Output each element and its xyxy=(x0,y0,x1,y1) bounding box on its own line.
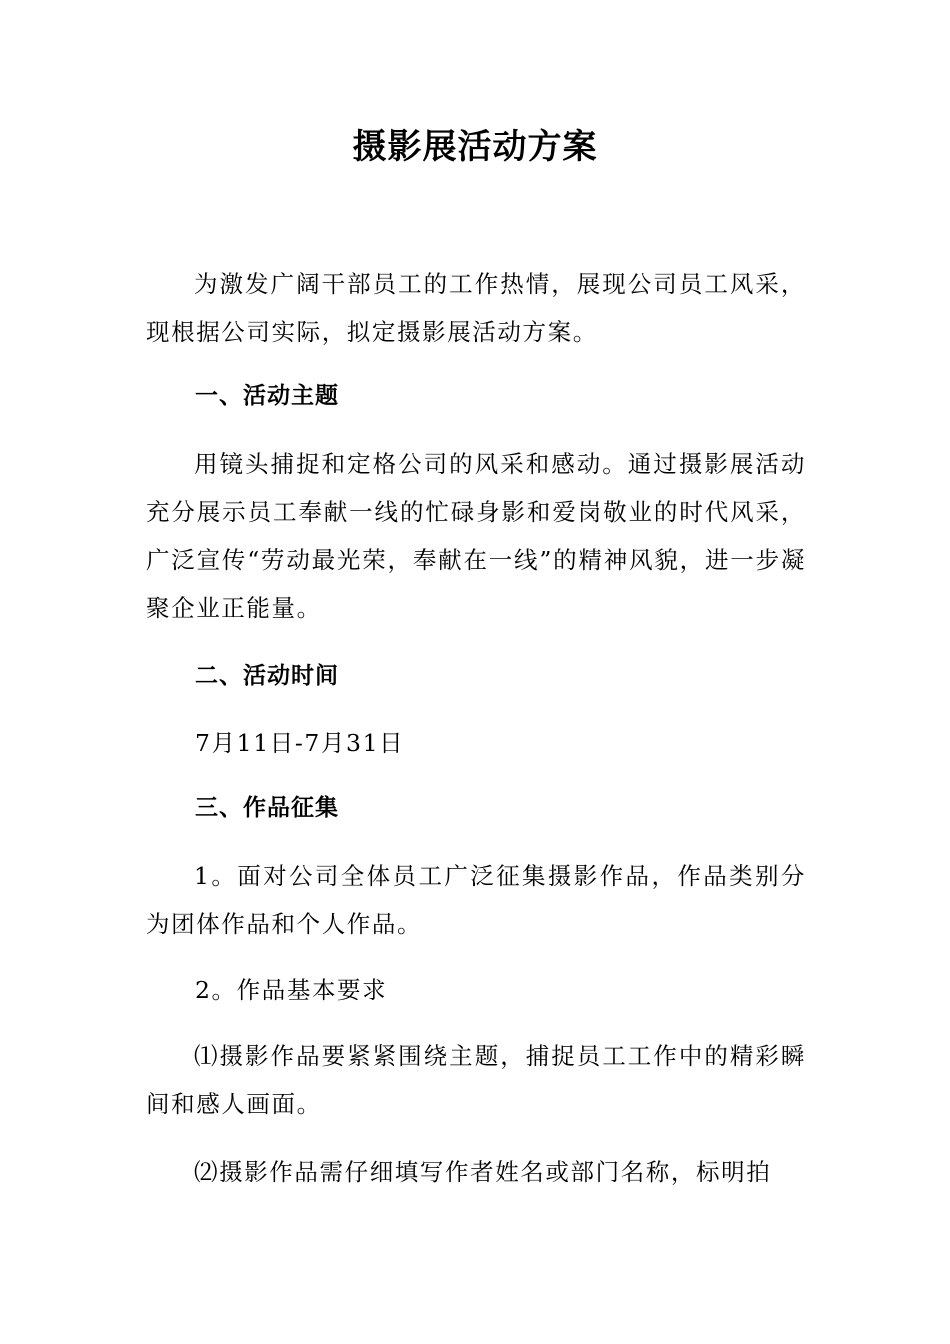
section-heading-theme: 一、活动主题 xyxy=(195,383,339,409)
document-title: 摄影展活动方案 xyxy=(352,127,598,167)
collection-item-1: 1。面对公司全体员工广泛征集摄影作品，作品类别分为团体作品和个人作品。 xyxy=(146,862,806,938)
requirement-item-1: ⑴摄影作品要紧紧围绕主题，捕捉员工工作中的精彩瞬间和感人画面。 xyxy=(146,1042,806,1118)
requirement-item-2: ⑵摄影作品需仔细填写作者姓名或部门名称，标明拍 xyxy=(194,1158,772,1186)
theme-paragraph: 用镜头捕捉和定格公司的风采和感动。通过摄影展活动充分展示员工奉献一线的忙碌身影和爱岗敬业的时代风采，广泛宣传“劳动最光荣，奉献在一线”的精神风貌，进一步凝聚企业正能量。 xyxy=(146,450,806,622)
collection-item-2: 2。作品基本要求 xyxy=(195,976,388,1004)
time-paragraph: 7月11日-7月31日 xyxy=(195,729,405,757)
section-heading-collection: 三、作品征集 xyxy=(195,795,339,821)
section-heading-time: 二、活动时间 xyxy=(195,663,339,689)
intro-paragraph: 为激发广阔干部员工的工作热情，展现公司员工风采，现根据公司实际，拟定摄影展活动方案。 xyxy=(146,270,806,346)
